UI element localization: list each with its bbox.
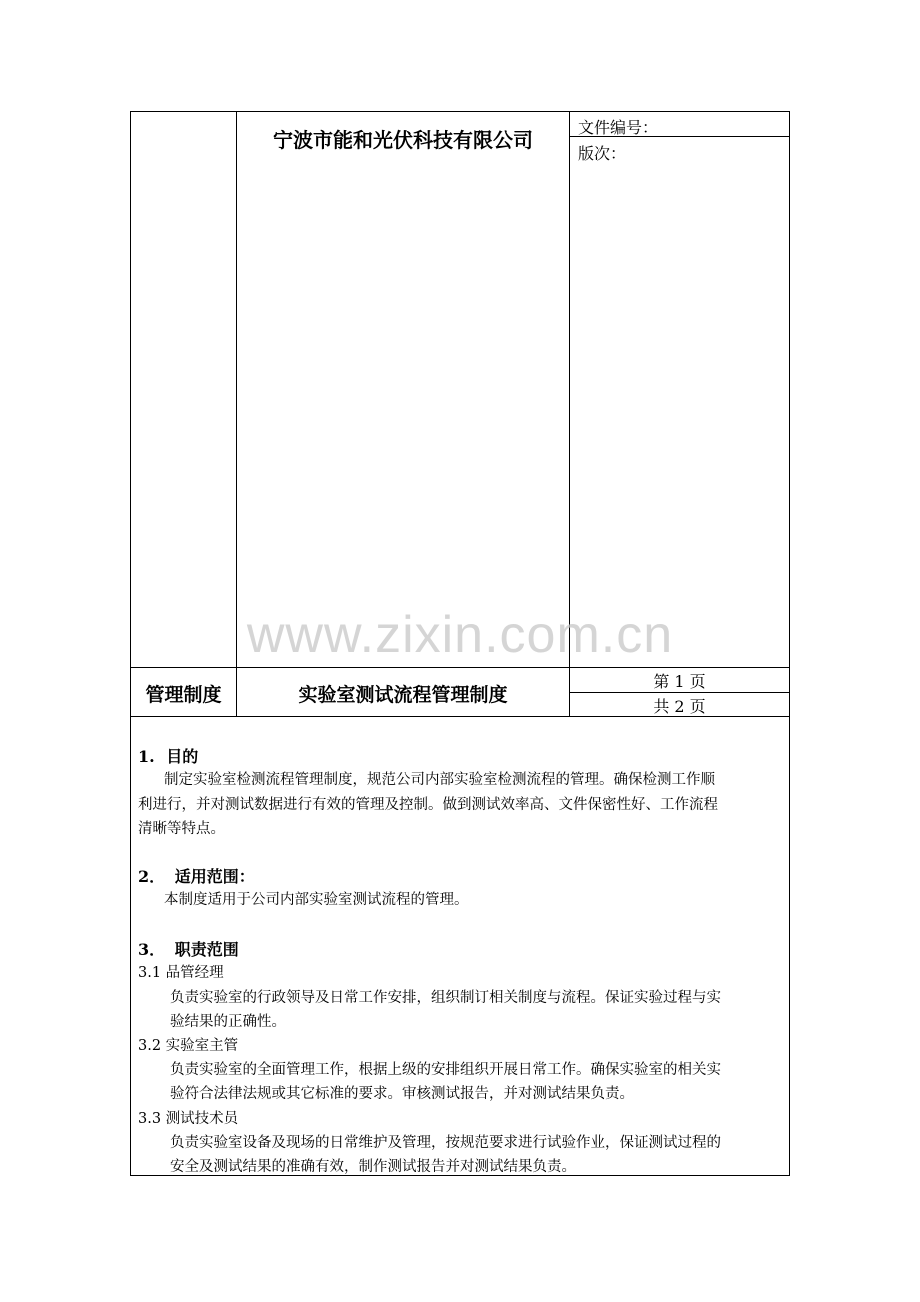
- paragraph-line: 负责实验室的行政领导及日常工作安排，组织制订相关制度与流程。保证实验过程与实: [170, 990, 721, 1006]
- section-1-number: 1.: [138, 747, 155, 766]
- section-1-heading: [138, 744, 198, 767]
- version-label: 版次：: [578, 144, 627, 163]
- doc-category: 管理制度: [145, 684, 222, 706]
- subsection-3-1-title: 3.1 品管经理: [138, 965, 224, 981]
- section-3-title: 职责范围: [174, 940, 239, 959]
- doc-number-label: 文件编号：: [578, 118, 659, 137]
- page-total: 共 2 页: [653, 697, 706, 716]
- section-3-heading: [138, 937, 239, 960]
- paragraph-line: 本制度适用于公司内部实验室测试流程的管理。: [164, 892, 469, 908]
- paragraph-line: 利进行，并对测试数据进行有效的管理及控制。做到测试效率高、文件保密性好、工作流程: [138, 797, 718, 813]
- table-border-top: [130, 111, 790, 112]
- subsection-3-3-title: 3.3 测试技术员: [138, 1111, 239, 1127]
- header-row-divider: [130, 667, 790, 668]
- section-2-heading: [138, 864, 255, 887]
- watermark: www.zixin.com.cn: [246, 606, 674, 664]
- section-2-title: 适用范围：: [174, 867, 255, 886]
- paragraph-line: 清晰等特点。: [138, 821, 225, 837]
- paragraph-line: 安全及测试结果的准确有效，制作测试报告并对测试结果负责。: [170, 1159, 576, 1175]
- paragraph-line: 验符合法律法规或其它标准的要求。审核测试报告，并对测试结果负责。: [170, 1086, 634, 1102]
- paragraph-line: 负责实验室的全面管理工作，根据上级的安排组织开展日常工作。确保实验室的相关实: [170, 1062, 721, 1078]
- section-3-number: 3．: [138, 940, 166, 959]
- paragraph-line: 负责实验室设备及现场的日常维护及管理，按规范要求进行试验作业，保证测试过程的: [170, 1135, 721, 1151]
- company-name: 宁波市能和光伏科技有限公司: [273, 128, 533, 152]
- section-2-number: 2．: [138, 867, 166, 886]
- doc-title: 实验室测试流程管理制度: [298, 684, 508, 706]
- paragraph-line: 验结果的正确性。: [170, 1014, 286, 1030]
- page-current: 第 1 页: [653, 672, 706, 691]
- subsection-3-2-title: 3.2 实验室主管: [138, 1038, 239, 1054]
- paragraph-line: 制定实验室检测流程管理制度，规范公司内部实验室检测流程的管理。确保检测工作顺: [164, 772, 715, 788]
- section-1-title: 目的: [166, 747, 199, 766]
- page-row-divider: [569, 692, 789, 693]
